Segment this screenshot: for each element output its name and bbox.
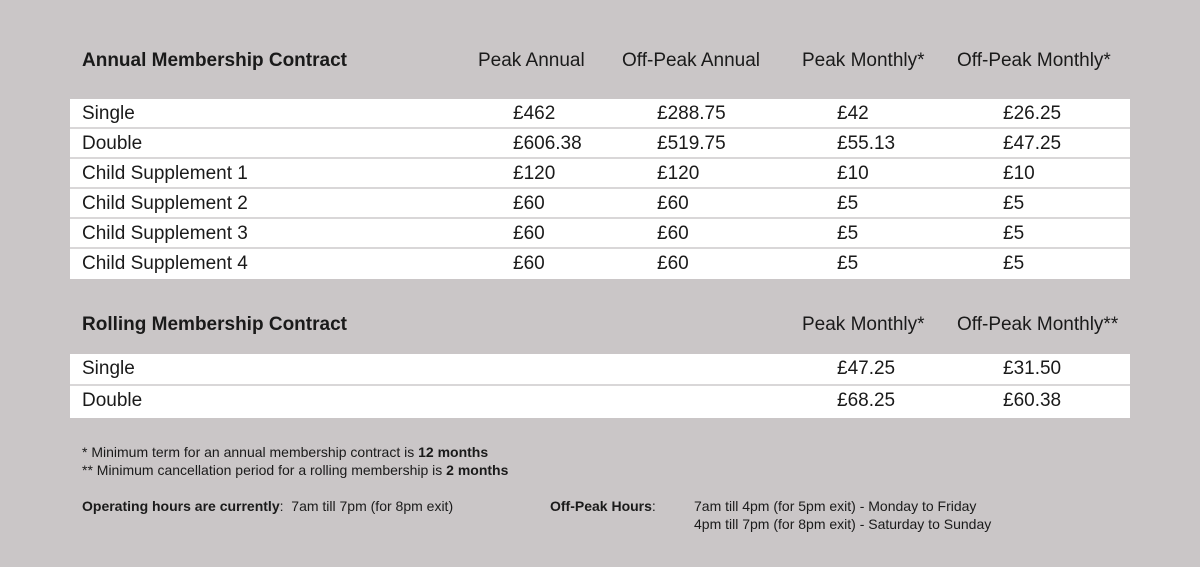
price-cell: £60 xyxy=(513,193,545,214)
offpeak-hours-label: Off-Peak Hours xyxy=(550,498,652,514)
price-cell: £60 xyxy=(657,223,689,244)
offpeak-hours-line1: 7am till 4pm (for 5pm exit) - Monday to Friday xyxy=(694,498,977,514)
annual-header-offpeak-annual: Off-Peak Annual xyxy=(622,50,761,71)
offpeak-hours-colon: : xyxy=(651,498,656,514)
rolling-section-title: Rolling Membership Contract xyxy=(82,314,347,335)
price-cell: £120 xyxy=(513,163,556,184)
rolling-header-offpeak-monthly: Off-Peak Monthly** xyxy=(957,314,1119,335)
price-cell: £60 xyxy=(657,253,689,274)
annual-price-table xyxy=(70,99,1130,279)
table-row xyxy=(70,219,1130,249)
annual-section-title: Annual Membership Contract xyxy=(82,50,347,71)
price-cell: £462 xyxy=(513,103,556,124)
operating-hours-value: 7am till 7pm (for 8pm exit) xyxy=(291,498,454,514)
footnote-text: ** Minimum cancellation period for a rolling membership is xyxy=(82,462,447,478)
price-cell: £10 xyxy=(1003,163,1035,184)
price-cell: £60 xyxy=(513,253,545,274)
table-row xyxy=(70,249,1130,279)
price-cell: £26.25 xyxy=(1003,103,1062,124)
operating-hours-colon: : xyxy=(279,498,284,514)
footnote-bold: 2 months xyxy=(446,462,509,478)
rolling-header-peak-monthly: Peak Monthly* xyxy=(802,314,925,335)
price-cell: £288.75 xyxy=(657,103,726,124)
price-cell: £42 xyxy=(837,103,869,124)
table-row xyxy=(70,189,1130,219)
row-label: Double xyxy=(82,133,143,154)
price-cell: £31.50 xyxy=(1003,358,1062,379)
price-cell: £120 xyxy=(657,163,700,184)
row-label: Double xyxy=(82,390,143,411)
price-cell: £5 xyxy=(1003,253,1025,274)
annual-header-peak-annual: Peak Annual xyxy=(478,50,585,71)
offpeak-hours-label-wrap xyxy=(550,498,656,514)
row-label: Child Supplement 3 xyxy=(82,223,248,244)
price-cell: £5 xyxy=(1003,193,1025,214)
footnote-text: * Minimum term for an annual membership contract is xyxy=(82,444,419,460)
table-row xyxy=(70,354,1130,386)
table-row xyxy=(70,99,1130,129)
price-cell: £519.75 xyxy=(657,133,726,154)
operating-hours xyxy=(82,498,453,514)
row-label: Child Supplement 4 xyxy=(82,253,248,274)
table-row xyxy=(70,129,1130,159)
footnote-annual-term xyxy=(82,444,488,460)
footnote-bold: 12 months xyxy=(418,444,489,460)
price-cell: £5 xyxy=(837,193,859,214)
price-cell: £47.25 xyxy=(837,358,896,379)
row-label: Single xyxy=(82,103,135,124)
price-cell: £60 xyxy=(657,193,689,214)
price-cell: £47.25 xyxy=(1003,133,1062,154)
row-label: Child Supplement 1 xyxy=(82,163,248,184)
operating-hours-label: Operating hours are currently xyxy=(82,498,280,514)
price-cell: £68.25 xyxy=(837,390,896,411)
row-label: Single xyxy=(82,358,135,379)
rolling-price-table xyxy=(70,354,1130,418)
price-cell: £5 xyxy=(837,223,859,244)
footnote-rolling-cancellation xyxy=(82,462,508,478)
annual-header-offpeak-monthly: Off-Peak Monthly* xyxy=(957,50,1111,71)
price-cell: £5 xyxy=(1003,223,1025,244)
offpeak-hours-line2: 4pm till 7pm (for 8pm exit) - Saturday to Sunday xyxy=(694,516,992,532)
price-cell: £60 xyxy=(513,223,545,244)
price-cell: £5 xyxy=(837,253,859,274)
table-row xyxy=(70,386,1130,418)
price-cell: £55.13 xyxy=(837,133,896,154)
annual-header-peak-monthly: Peak Monthly* xyxy=(802,50,925,71)
table-row xyxy=(70,159,1130,189)
row-label: Child Supplement 2 xyxy=(82,193,248,214)
price-cell: £10 xyxy=(837,163,869,184)
price-cell: £606.38 xyxy=(513,133,582,154)
price-cell: £60.38 xyxy=(1003,390,1062,411)
